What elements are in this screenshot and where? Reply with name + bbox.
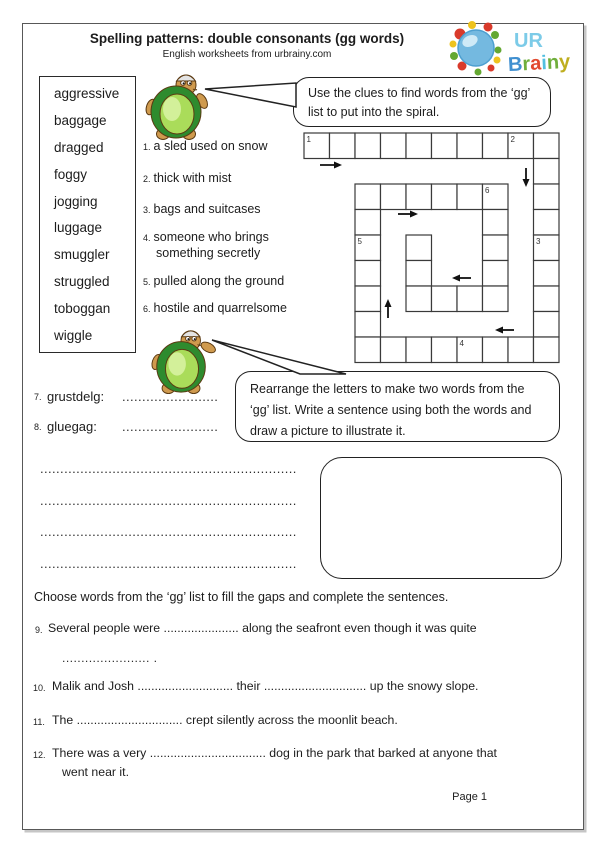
anagram-number: 8. — [34, 422, 42, 432]
sentence-text: Several people were ...................... along the seafront even though it was quite — [48, 621, 477, 635]
page-number: Page 1 — [452, 791, 487, 803]
sentence-text: went near it. — [62, 765, 129, 779]
clue-item — [143, 139, 298, 155]
sentence-text: ....................... . — [62, 651, 158, 665]
sentence-number: 10. — [33, 683, 46, 693]
sentence-number: 11. — [33, 717, 45, 727]
clue-number: 1. — [143, 142, 151, 152]
spiral-puzzle-grid — [300, 129, 566, 370]
logo-ball-icon — [450, 21, 502, 76]
word-item: foggy — [54, 166, 88, 182]
writing-line: ................................................................ — [40, 524, 297, 539]
clue-number: 5. — [143, 277, 151, 287]
sentence-text: The ............................... crept silently across the moonlit beach. — [52, 713, 398, 727]
urbrainy-logo — [448, 20, 588, 78]
logo-ur-text: UR — [514, 30, 543, 52]
word-item: aggressive — [54, 86, 120, 101]
turtle-mascot-icon — [138, 72, 216, 142]
clue-item — [143, 230, 283, 261]
word-list-box — [39, 76, 136, 353]
svg-text:4: 4 — [459, 339, 464, 348]
writing-line: ................................................................ — [40, 493, 297, 508]
writing-line: ................................................................ — [40, 556, 297, 571]
svg-text:2: 2 — [510, 135, 515, 144]
anagram-answer-line: ........................ — [122, 389, 219, 404]
writing-line: ................................................................ — [40, 461, 297, 476]
anagram-answer-line: ........................ — [122, 419, 219, 434]
word-item: dragged — [54, 139, 104, 155]
clue-text: bags and suitcases — [153, 202, 261, 216]
clue-number: 3. — [143, 205, 151, 215]
sentence-number: 9. — [35, 625, 43, 635]
clue-text: a sled used on snow — [153, 139, 268, 153]
anagram-letters: grustdelg: — [47, 389, 105, 404]
svg-text:5: 5 — [357, 237, 362, 246]
clue-item — [143, 274, 298, 290]
speech-bubble-spiral: Use the clues to find words from the ‘gg’ list to put into the spiral. — [293, 77, 551, 127]
clue-text: thick with mist — [153, 171, 232, 185]
svg-text:1: 1 — [306, 135, 311, 144]
word-item: toboggan — [54, 301, 111, 316]
clue-text: pulled along the ground — [153, 274, 285, 288]
word-item: wiggle — [54, 327, 93, 343]
anagram-number: 7. — [34, 392, 42, 402]
word-item: baggage — [54, 112, 107, 128]
clue-number: 6. — [143, 304, 151, 314]
word-item: smuggler — [54, 247, 110, 263]
turtle-mascot-icon — [143, 328, 221, 396]
word-item: jogging — [54, 193, 98, 209]
clue-item — [143, 171, 298, 187]
sentence-text: There was a very .................................. dog in the park that barked at anyone that — [52, 746, 497, 760]
sentence-number: 12. — [33, 750, 46, 760]
word-item: luggage — [54, 220, 103, 236]
sentence-text: Malik and Josh ............................ their .............................. up the snowy slope. — [52, 679, 479, 693]
clue-item — [143, 202, 298, 218]
page-subtitle: English worksheets from urbrainy.com — [162, 49, 332, 60]
clue-number: 2. — [143, 174, 151, 184]
word-item: struggled — [54, 274, 110, 290]
logo-brainy-text: Brainy — [507, 50, 571, 77]
clue-text: hostile and quarrelsome — [153, 301, 287, 315]
clue-number: 4. — [143, 233, 151, 243]
drawing-box — [320, 457, 562, 579]
clue-item — [143, 301, 298, 317]
svg-text:3: 3 — [536, 237, 541, 246]
fill-in-instruction: Choose words from the ‘gg’ list to fill the gaps and complete the sentences. — [34, 590, 449, 604]
anagram-letters: gluegag: — [47, 419, 97, 434]
speech-bubble-anagram: Rearrange the letters to make two words from the ‘gg’ list. Write a sentence using both the words and draw a picture to illustrate it. — [235, 371, 560, 442]
svg-text:6: 6 — [485, 186, 490, 195]
clue-text: someone who brings something secretly — [153, 230, 269, 260]
page-title: Spelling patterns: double consonants (gg words) — [89, 31, 405, 46]
